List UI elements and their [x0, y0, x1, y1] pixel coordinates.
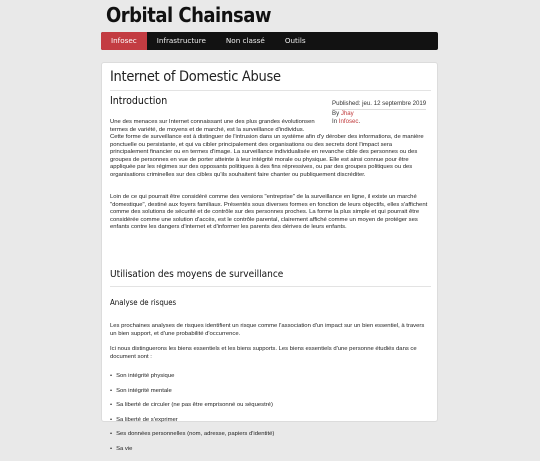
- article-card: [101, 62, 438, 452]
- published-date: jeu. 12 septembre 2019: [362, 100, 427, 107]
- risk-analysis-heading: Analyse de risques: [110, 298, 177, 307]
- nav-item-infrastructure[interactable]: Infrastructure: [156, 36, 206, 45]
- list-item: • Sa liberté de s'exprimer: [110, 417, 274, 432]
- list-item: • Sa vie: [110, 446, 274, 461]
- main-navbar: [101, 32, 438, 50]
- category-link[interactable]: Infosec: [338, 118, 359, 126]
- intro-paragraph-2: Cette forme de surveillance est à distinguer de l'intrusion dans un système afin d'y dérober des informations, de manière ponctuelle ou persistante, et qui va cibler principalement des organisations ou des secrets dont l'impact sera principalement financier ou en termes d'image. La surveillance individualisée en revanche cible des personnes ou des groupes de personnes en vue de porter atteinte à leur intégrité morale ou physique. Elle est ainsi connue pour être appliquée par les régimes sur des opposants politiques à des fins répressives, ou par des groupes politiques ou des organisations criminelles sur des cibles qu'ils souhaitent faire chanter ou publiquement discréditer.: [110, 134, 424, 178]
- article-title[interactable]: Internet of Domestic Abuse: [110, 69, 281, 85]
- essential-assets-list: [110, 373, 274, 461]
- section-divider: [110, 286, 431, 287]
- article-meta: Published: jeu. 12 septembre 2019 By Jhay In Infosec.: [332, 100, 427, 126]
- nav-item-outils[interactable]: Outils: [284, 36, 306, 45]
- intro-paragraph-3: Loin de ce qui pourrait être considéré comme des versions "entreprise" de la surveillance en ligne, il existe un marché "domestique", destiné aux foyers familiaux. Présentés sous diverses formes en fonction de leurs objectifs, elles s'affichent comme des solutions de sécurité et de contrôle sur des personnes proches. La forme la plus simple et qui pourrait être considérée comme une solution d'accès, est le contrôle parental, clairement affiché comme un moyen de protéger ses enfants contre les dangers d'internet et d'informer les parents des dérives de leurs enfants.: [110, 194, 428, 231]
- title-divider: [110, 90, 431, 91]
- nav-item-infosec[interactable]: Infosec: [101, 32, 147, 50]
- published-line: Published: jeu. 12 septembre 2019: [332, 100, 426, 110]
- list-item: • Sa liberté de circuler (ne pas être emprisonné ou séquestré): [110, 402, 274, 417]
- intro-heading: Introduction: [110, 95, 168, 107]
- nav-item-non-classe[interactable]: Non classé: [225, 36, 265, 45]
- section-heading-surveillance: Utilisation des moyens de surveillance: [110, 269, 284, 280]
- risk-paragraph-1: Les prochaines analyses de risques identifient un risque comme l'association d'un impact sur un bien essentiel, à travers un bien support, et d'une probabilité d'occurrence.: [110, 323, 425, 337]
- author-link[interactable]: Jhay: [340, 110, 354, 118]
- list-item: • Ses données personnelles (nom, adresse, papiers d'identité): [110, 431, 274, 446]
- list-item: • Son intégrité mentale: [110, 388, 274, 403]
- intro-paragraph-1: Une des menaces sur Internet connaissant une des plus grandes évolutionsen termes de variété, de moyens et de marché, est la surveillance d'individus.: [110, 119, 315, 133]
- risk-paragraph-2: Ici nous distinguerons les biens essentiels et les biens supports. Les biens essentiels d'une personne étudiés dans ce document sont :: [110, 346, 417, 360]
- list-item: • Son intégrité physique: [110, 373, 274, 388]
- site-title[interactable]: Orbital Chainsaw: [106, 3, 271, 27]
